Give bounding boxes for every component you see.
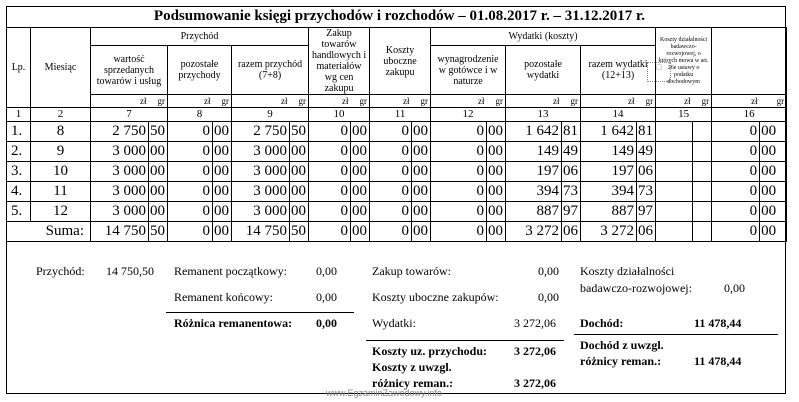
costs-used-value: 3 272,06 bbox=[514, 344, 556, 358]
unit-zl: zł bbox=[232, 95, 290, 108]
unit-gr: gr bbox=[351, 95, 370, 108]
cell-zl: 0 bbox=[431, 142, 487, 162]
income-adjusted-label-2: różnicy reman.: bbox=[580, 354, 662, 368]
cell-gr: 00 bbox=[487, 142, 506, 162]
sum-gr: 00 bbox=[487, 222, 506, 242]
cell-zl: 3 000 bbox=[91, 182, 149, 202]
cell-zl: 0 bbox=[309, 202, 351, 222]
cell-zl: 0 bbox=[431, 202, 487, 222]
unit-zl: zł bbox=[431, 95, 487, 108]
cell-zl: 1 642 bbox=[581, 122, 637, 142]
cell-zl bbox=[656, 122, 693, 142]
sum-zl: 3 272 bbox=[506, 222, 562, 242]
cell-gr: 00 bbox=[760, 142, 787, 162]
unit-gr: gr bbox=[412, 95, 431, 108]
cell-gr: 00 bbox=[487, 182, 506, 202]
sum-zl: 3 272 bbox=[581, 222, 637, 242]
cell-zl: 0 bbox=[309, 122, 351, 142]
cell-gr: 00 bbox=[351, 162, 370, 182]
cell-zl: 0 bbox=[712, 142, 760, 162]
col-number: 9 bbox=[232, 108, 309, 122]
ledger-body bbox=[7, 122, 787, 242]
rd-label-2: badawczo-rozwojowej: bbox=[580, 281, 692, 295]
cell-zl: 887 bbox=[506, 202, 562, 222]
cell-gr: 00 bbox=[412, 162, 431, 182]
cell-gr: 49 bbox=[562, 142, 581, 162]
row-month: 12 bbox=[31, 202, 91, 222]
cell-zl: 3 000 bbox=[232, 182, 290, 202]
cell-gr: 00 bbox=[149, 162, 168, 182]
col-number: 13 bbox=[506, 108, 581, 122]
cell-zl bbox=[656, 202, 693, 222]
watermark: www.EgzaminZawodowy.info bbox=[326, 388, 442, 398]
cell-zl: 3 000 bbox=[232, 142, 290, 162]
inventory-diff-label: Różnica remanentowa: bbox=[174, 316, 293, 330]
expenses-header: Wydatki (koszty) bbox=[431, 28, 656, 46]
cell-gr: 00 bbox=[487, 202, 506, 222]
cell-zl: 0 bbox=[370, 142, 412, 162]
purchases-value: 0,00 bbox=[538, 264, 559, 278]
stamp-mark: ▢ bbox=[647, 62, 671, 82]
sum-zl: 14 750 bbox=[91, 222, 149, 242]
unit-gr: gr bbox=[213, 95, 232, 108]
cell-gr: 00 bbox=[760, 122, 787, 142]
cell-gr: 00 bbox=[760, 202, 787, 222]
cell-zl: 3 000 bbox=[232, 202, 290, 222]
side-costs-value: 0,00 bbox=[538, 290, 559, 304]
unit-zl: zł bbox=[581, 95, 637, 108]
divider-line bbox=[366, 340, 564, 341]
unit-gr: gr bbox=[290, 95, 309, 108]
cell-zl: 3 000 bbox=[232, 162, 290, 182]
cell-gr: 06 bbox=[562, 162, 581, 182]
rd-costs-header: Koszty działalności badawczo-rozwojowej, o których mowa w art. 26e ustawy o podatku dochodowym bbox=[656, 28, 712, 95]
side-costs-header: Koszty uboczne zakupu bbox=[370, 28, 431, 95]
rd-value: 0,00 bbox=[724, 281, 745, 295]
unit-gr: gr bbox=[760, 95, 787, 108]
col-number: 14 bbox=[581, 108, 656, 122]
row-month: 8 bbox=[31, 122, 91, 142]
cell-gr: 97 bbox=[637, 202, 656, 222]
cell-zl: 0 bbox=[168, 202, 213, 222]
income-label: Dochód: bbox=[580, 316, 624, 330]
cell-gr bbox=[693, 142, 712, 162]
cell-zl: 0 bbox=[168, 122, 213, 142]
table-row bbox=[7, 162, 787, 182]
cell-zl: 0 bbox=[309, 162, 351, 182]
row-month: 11 bbox=[31, 182, 91, 202]
sum-zl: 14 750 bbox=[232, 222, 290, 242]
cell-gr bbox=[693, 182, 712, 202]
wages-header: wynagrodzenie w gotówce i w naturze bbox=[431, 46, 506, 95]
cell-gr: 81 bbox=[637, 122, 656, 142]
sum-gr bbox=[693, 222, 712, 242]
cell-zl: 1 642 bbox=[506, 122, 562, 142]
cell-zl: 197 bbox=[581, 162, 637, 182]
cell-gr: 00 bbox=[290, 162, 309, 182]
col-number: 1 bbox=[7, 108, 31, 122]
row-month: 9 bbox=[31, 142, 91, 162]
total-revenue-header: razem przychód (7+8) bbox=[232, 46, 309, 95]
table-row bbox=[7, 202, 787, 222]
unit-zl: zł bbox=[370, 95, 412, 108]
col-number: 16 bbox=[712, 108, 787, 122]
purchase-header: Zakup towarów handlowych i materiałów wg cen zakupu bbox=[309, 28, 370, 95]
cell-zl: 0 bbox=[712, 182, 760, 202]
cell-zl: 0 bbox=[370, 122, 412, 142]
inventory-diff-value: 0,00 bbox=[316, 316, 337, 330]
table-row bbox=[7, 182, 787, 202]
cell-gr: 00 bbox=[149, 182, 168, 202]
cell-zl: 3 000 bbox=[91, 202, 149, 222]
sum-zl bbox=[656, 222, 693, 242]
cell-zl bbox=[656, 162, 693, 182]
income-value: 11 478,44 bbox=[694, 316, 742, 330]
cell-zl: 0 bbox=[370, 182, 412, 202]
cell-gr: 50 bbox=[149, 122, 168, 142]
side-costs-label: Koszty uboczne zakupów: bbox=[372, 290, 499, 304]
cell-gr: 00 bbox=[412, 202, 431, 222]
cell-zl: 394 bbox=[506, 182, 562, 202]
unit-zl: zł bbox=[168, 95, 213, 108]
cell-zl: 3 000 bbox=[91, 162, 149, 182]
col-number: 2 bbox=[31, 108, 91, 122]
income-adjusted-label-1: Dochód z uwzgl. bbox=[580, 338, 664, 352]
cell-gr: 00 bbox=[351, 182, 370, 202]
table-row bbox=[7, 122, 787, 142]
cell-zl: 0 bbox=[168, 162, 213, 182]
sum-zl: 0 bbox=[309, 222, 351, 242]
divider-line bbox=[166, 312, 354, 313]
cell-gr: 00 bbox=[351, 122, 370, 142]
cell-gr: 00 bbox=[213, 182, 232, 202]
cell-gr: 00 bbox=[760, 182, 787, 202]
opening-inventory-label: Remanent początkowy: bbox=[174, 264, 287, 278]
sum-gr: 06 bbox=[637, 222, 656, 242]
expenses-label: Wydatki: bbox=[372, 316, 416, 330]
cell-zl: 394 bbox=[581, 182, 637, 202]
sum-gr: 00 bbox=[412, 222, 431, 242]
divider-line bbox=[574, 334, 778, 335]
cell-zl bbox=[656, 182, 693, 202]
month-header: Miesiąc bbox=[31, 28, 91, 108]
closing-inventory-value: 0,00 bbox=[316, 290, 337, 304]
unit-gr: gr bbox=[637, 95, 656, 108]
cell-gr bbox=[693, 122, 712, 142]
cell-zl: 0 bbox=[370, 162, 412, 182]
cell-zl: 0 bbox=[712, 202, 760, 222]
cell-gr: 00 bbox=[213, 162, 232, 182]
cell-zl: 0 bbox=[431, 122, 487, 142]
income-adjusted-value: 11 478,44 bbox=[694, 354, 742, 368]
cell-zl: 0 bbox=[431, 182, 487, 202]
cell-gr: 00 bbox=[351, 142, 370, 162]
unit-gr: gr bbox=[693, 95, 712, 108]
cell-zl: 149 bbox=[581, 142, 637, 162]
other-expenses-header: pozostałe wydatki bbox=[506, 46, 581, 95]
unit-zl: zł bbox=[712, 95, 760, 108]
cell-zl: 3 000 bbox=[91, 142, 149, 162]
sum-zl: 0 bbox=[431, 222, 487, 242]
costs-used-label: Koszty uz. przychodu: bbox=[372, 344, 487, 358]
cell-gr bbox=[693, 202, 712, 222]
col-number: 11 bbox=[370, 108, 431, 122]
sum-row bbox=[7, 222, 787, 242]
cell-gr: 00 bbox=[213, 142, 232, 162]
rd-label-1: Koszty działalności bbox=[580, 264, 675, 278]
cell-gr: 00 bbox=[412, 122, 431, 142]
cell-gr: 50 bbox=[290, 122, 309, 142]
revenue-value: 14 750,50 bbox=[106, 264, 154, 278]
costs-adjusted-label-2: różnicy reman.: bbox=[372, 376, 454, 390]
unit-zl: zł bbox=[656, 95, 693, 108]
cell-gr: 73 bbox=[637, 182, 656, 202]
rd-costs-header-2 bbox=[712, 28, 787, 95]
cell-zl: 0 bbox=[309, 182, 351, 202]
cell-zl: 2 750 bbox=[232, 122, 290, 142]
unit-zl: zł bbox=[506, 95, 562, 108]
opening-inventory-value: 0,00 bbox=[316, 264, 337, 278]
sum-gr: 00 bbox=[213, 222, 232, 242]
other-revenue-header: pozostałe przychody bbox=[168, 46, 232, 95]
cell-zl: 0 bbox=[712, 122, 760, 142]
col-number: 12 bbox=[431, 108, 506, 122]
cell-zl: 887 bbox=[581, 202, 637, 222]
cell-zl: 2 750 bbox=[91, 122, 149, 142]
total-expenses-header: razem wydatki (12+13) bbox=[581, 46, 656, 95]
costs-adjusted-label-1: Koszty z uwzgl. bbox=[372, 360, 452, 374]
cell-gr: 00 bbox=[213, 202, 232, 222]
unit-gr: gr bbox=[562, 95, 581, 108]
cell-gr: 73 bbox=[562, 182, 581, 202]
cell-zl: 0 bbox=[431, 162, 487, 182]
sum-gr: 06 bbox=[562, 222, 581, 242]
sum-gr: 50 bbox=[149, 222, 168, 242]
cell-gr: 00 bbox=[760, 162, 787, 182]
sum-gr: 00 bbox=[760, 222, 787, 242]
col-number: 15 bbox=[656, 108, 712, 122]
cell-zl: 0 bbox=[168, 182, 213, 202]
row-lp: 4. bbox=[7, 182, 31, 202]
table-row bbox=[7, 142, 787, 162]
sum-zl: 0 bbox=[168, 222, 213, 242]
purchases-label: Zakup towarów: bbox=[372, 264, 451, 278]
cell-zl: 0 bbox=[168, 142, 213, 162]
row-lp: 5. bbox=[7, 202, 31, 222]
cell-gr: 00 bbox=[290, 182, 309, 202]
cell-gr: 00 bbox=[412, 182, 431, 202]
cell-gr: 00 bbox=[149, 202, 168, 222]
col-number: 10 bbox=[309, 108, 370, 122]
costs-adjusted-value: 3 272,06 bbox=[514, 376, 556, 390]
col-number: 7 bbox=[91, 108, 168, 122]
cell-gr: 00 bbox=[213, 122, 232, 142]
row-lp: 1. bbox=[7, 122, 31, 142]
revenue-label: Przychód: bbox=[36, 264, 85, 278]
expenses-value: 3 272,06 bbox=[514, 316, 556, 330]
unit-zl: zł bbox=[309, 95, 351, 108]
cell-gr: 06 bbox=[637, 162, 656, 182]
sales-value-header: wartość sprzedanych towarów i usług bbox=[91, 46, 168, 95]
cell-zl: 0 bbox=[712, 162, 760, 182]
closing-inventory-label: Remanent końcowy: bbox=[174, 290, 273, 304]
cell-gr bbox=[693, 162, 712, 182]
cell-zl: 197 bbox=[506, 162, 562, 182]
cell-gr: 00 bbox=[487, 162, 506, 182]
col-number: 8 bbox=[168, 108, 232, 122]
unit-gr: gr bbox=[149, 95, 168, 108]
cell-gr: 00 bbox=[487, 122, 506, 142]
sum-zl: 0 bbox=[712, 222, 760, 242]
cell-gr: 97 bbox=[562, 202, 581, 222]
cell-zl: 0 bbox=[309, 142, 351, 162]
cell-gr: 00 bbox=[412, 142, 431, 162]
cell-zl: 149 bbox=[506, 142, 562, 162]
cell-gr: 00 bbox=[351, 202, 370, 222]
sum-zl: 0 bbox=[370, 222, 412, 242]
unit-row bbox=[7, 95, 787, 108]
header-row-1 bbox=[7, 28, 787, 46]
revenue-header: Przychód bbox=[91, 28, 309, 46]
ledger-table bbox=[6, 27, 787, 242]
sum-gr: 50 bbox=[290, 222, 309, 242]
unit-gr: gr bbox=[487, 95, 506, 108]
row-month: 10 bbox=[31, 162, 91, 182]
cell-gr: 00 bbox=[149, 142, 168, 162]
row-lp: 2. bbox=[7, 142, 31, 162]
cell-zl bbox=[656, 142, 693, 162]
cell-gr: 00 bbox=[290, 202, 309, 222]
lp-header: Lp. bbox=[7, 28, 31, 108]
sum-gr: 00 bbox=[351, 222, 370, 242]
cell-gr: 00 bbox=[290, 142, 309, 162]
cell-zl: 0 bbox=[370, 202, 412, 222]
page-title: Podsumowanie księgi przychodów i rozchodów – 01.08.2017 r. – 31.12.2017 r. bbox=[153, 8, 646, 24]
unit-zl: zł bbox=[91, 95, 149, 108]
sum-label: Suma: bbox=[7, 222, 91, 242]
cell-gr: 81 bbox=[562, 122, 581, 142]
cell-gr: 49 bbox=[637, 142, 656, 162]
row-lp: 3. bbox=[7, 162, 31, 182]
column-number-row bbox=[7, 108, 787, 122]
